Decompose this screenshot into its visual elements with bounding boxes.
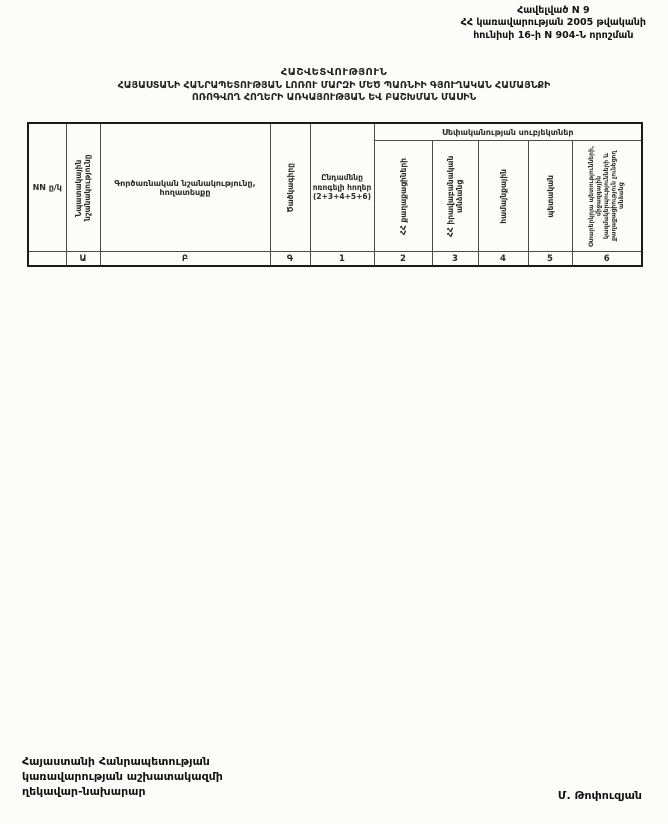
col-header-state-label: պետական xyxy=(545,174,555,218)
col-header-legal-entities-label: ՀՀ իրավաբանական անձանց xyxy=(446,155,464,237)
col-header-functional: Գործառնական նշանակությունը, հողատեսքը xyxy=(100,123,270,252)
document-title xyxy=(0,66,668,105)
footer-line: ղեկավար-նախարար xyxy=(22,784,146,798)
col-header-foreign xyxy=(572,141,642,252)
col-header-foreign-label: Օտարերկրյա պետությունների, միջազգային կազմակերպությունների և քաղաքացիություն չունեցող անձանց xyxy=(588,145,625,247)
appendix-line: հունիսի 16-ի N 904-Ն որոշման xyxy=(473,29,634,41)
irrigated-lands-table xyxy=(27,122,643,267)
title-line: ՀԱՇՎԵՏՎՈՒԹՅՈՒՆ xyxy=(280,67,388,78)
footer-signatory xyxy=(22,755,223,800)
ownership-group-header: Սեփականության սուբյեկտներ xyxy=(374,123,642,141)
footer-line: Հայաստանի Հանրապետության xyxy=(22,755,210,768)
col-header-community-label: համայնքային xyxy=(498,168,508,224)
col-header-citizens xyxy=(374,141,432,252)
header-row-main xyxy=(28,123,642,141)
col-header-purpose-label: Նպատակային նշանակությունը xyxy=(74,154,92,221)
title-line: ՈՌՈԳՎՈՂ ՀՈՂԵՐԻ ԱՌԿԱՅՈՒԹՅԱՆ ԵՎ ԲԱՇԽՄԱՆ ՄԱՍԻՆ xyxy=(191,92,477,104)
letter-cell: 5 xyxy=(528,252,572,267)
col-header-legal-entities xyxy=(432,141,478,252)
letter-cell: Գ xyxy=(270,252,310,267)
appendix-line: Հավելված N 9 xyxy=(517,5,590,16)
col-header-code xyxy=(270,123,310,252)
col-header-citizens-label: ՀՀ քաղաքացիների xyxy=(398,157,408,235)
col-header-community xyxy=(478,141,528,252)
appendix-reference xyxy=(461,5,646,42)
col-header-purpose xyxy=(66,123,100,252)
letter-cell: Բ xyxy=(100,252,270,267)
signature-name: Մ. Թոփուզյան xyxy=(557,789,642,802)
col-header-nn: NN ը/կ xyxy=(28,123,66,252)
col-header-total: Ընդամենը ոռոգելի հողեր (2+3+4+5+6) xyxy=(310,123,374,252)
footer-line: կառավարության աշխատակազմի xyxy=(22,769,223,783)
col-header-code-label: Ծածկագիրը xyxy=(285,162,295,213)
title-line: ՀԱՅԱՍՏԱՆԻ ՀԱՆՐԱՊԵՏՈՒԹՅԱՆ ԼՈՌՈՒ ՄԱՐԶԻ ՄԵԾ ՊԱՌՆԻԻ ԳՅՈՒՂԱԿԱՆ ՀԱՄԱՅՆՔԻ xyxy=(117,79,551,91)
letter-cell: 3 xyxy=(432,252,478,267)
letter-cell: Ա xyxy=(66,252,100,267)
col-header-state xyxy=(528,141,572,252)
header-row-letters xyxy=(28,252,642,267)
letter-cell: 2 xyxy=(374,252,432,267)
letter-cell: 1 xyxy=(310,252,374,267)
letter-cell: 4 xyxy=(478,252,528,267)
letter-cell xyxy=(28,252,66,267)
appendix-line: ՀՀ կառավարության 2005 թվականի xyxy=(460,17,646,29)
letter-cell: 6 xyxy=(572,252,642,267)
